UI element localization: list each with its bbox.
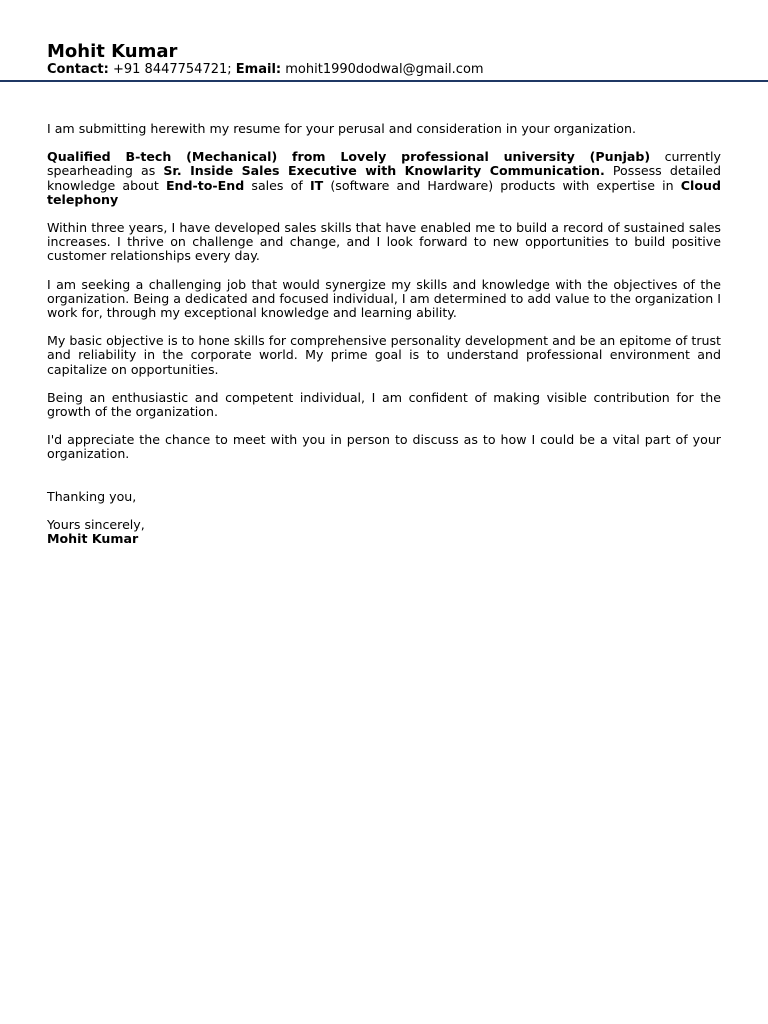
email-address: mohit1990dodwal@gmail.com [285, 62, 484, 77]
header-divider [0, 80, 768, 82]
contact-label: Contact: [47, 62, 109, 77]
contact-line [47, 62, 484, 78]
qualification-paragraph [47, 150, 721, 207]
objective-paragraph: My basic objective is to hone skills for comprehensive personality development and be an epitome of trust and reliability in the corporate world. My prime goal is to understand professional environment and capitalize on opportunities. [47, 333, 721, 377]
current-role: Sr. Inside Sales Executive with Knowlarity Communication. [163, 163, 605, 179]
qualification-text-4: sales of [244, 177, 310, 193]
end-to-end-text: End-to-End [165, 177, 245, 193]
intro-paragraph: I am submitting herewith my resume for your perusal and consideration in your organization. [47, 121, 636, 136]
seeking-paragraph: I am seeking a challenging job that would synergize my skills and knowledge with the objectives of the organization. Being a dedicated and focused individual, I am determined to add value to the organization I work for, through my exceptional knowledge and learning ability. [47, 276, 721, 321]
closing-line: Yours sincerely, [47, 516, 145, 532]
enthusiasm-paragraph: Being an enthusiastic and competent individual, I am confident of making visible contribution for the growth of the organization. [47, 389, 721, 420]
thanks-line: Thanking you, [47, 488, 137, 504]
qualification-text-2: currently spearheading as [47, 149, 721, 179]
it-text: IT [309, 177, 324, 193]
signature-name: Mohit Kumar [47, 531, 139, 547]
email-label: Email: [235, 62, 282, 77]
cloud-telephony-text: Cloud telephony [47, 177, 721, 207]
applicant-name: Mohit Kumar [47, 41, 178, 62]
letter-body [47, 122, 721, 546]
qualification-text-3: Possess detailed knowledge about [47, 163, 721, 193]
qualification-text: Qualified B-tech (Mechanical) from Lovely professional university (Punjab) [47, 149, 651, 165]
phone-number: +91 8447754721; [112, 62, 232, 77]
qualification-text-5: (software and Hardware) products with expertise in [323, 177, 681, 193]
meeting-paragraph: I'd appreciate the chance to meet with you in person to discuss as to how I could be a vital part of your organization. [47, 432, 721, 462]
experience-paragraph: Within three years, I have developed sales skills that have enabled me to build a record of sustained sales increases. I thrive on challenge and change, and I look forward to new opportunities to build positive customer relationships every day. [47, 220, 721, 264]
